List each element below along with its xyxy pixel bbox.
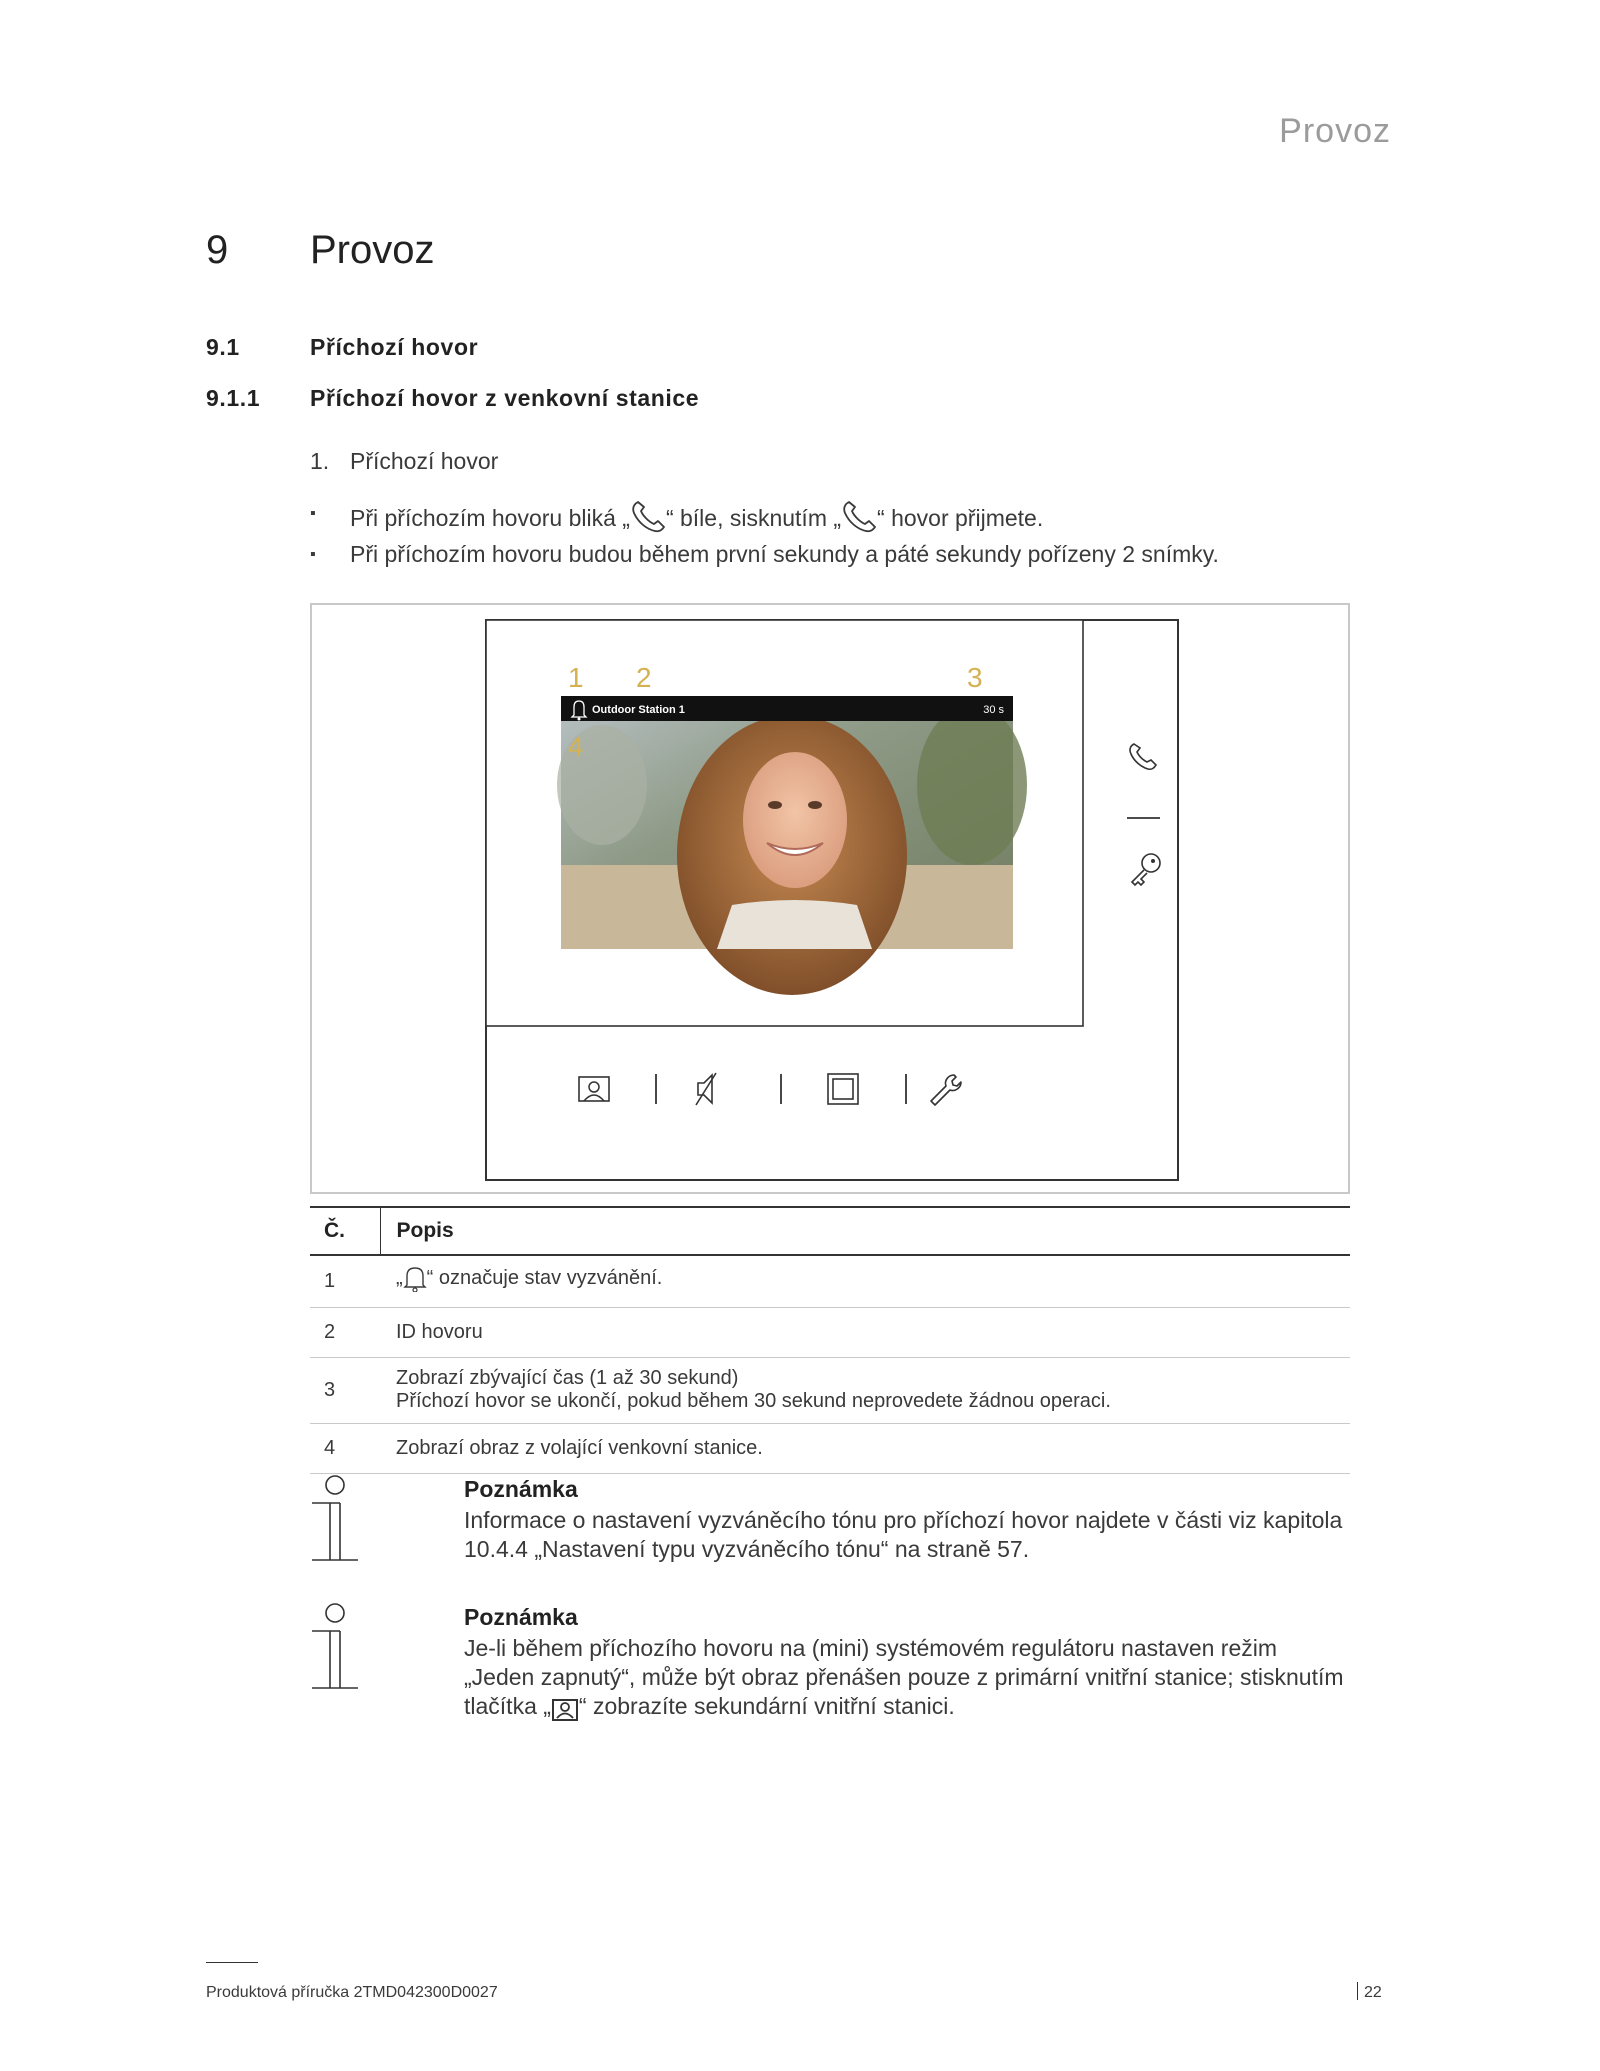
footer-document-id: Produktová příručka 2TMD042300D0027 — [206, 1984, 498, 2001]
note-text — [464, 1634, 1344, 1729]
subsection-number: 9.1.1 — [206, 385, 261, 411]
bell-icon — [403, 1264, 427, 1298]
step-number: 1. — [310, 448, 330, 474]
row-line-2: Příchozí hovor se ukončí, pokud během 30 sekund neprovedete žádnou operaci. — [396, 1390, 1111, 1412]
screen-timer: 30 s — [983, 704, 1004, 716]
subsection-title: Příchozí hovor z venkovní stanice — [310, 385, 700, 411]
chapter-number: 9 — [206, 228, 229, 272]
bullet-1 — [350, 500, 1043, 540]
row-line-1: Zobrazí zbývající čas (1 až 30 sekund) — [396, 1367, 739, 1389]
callout-4: 4 — [568, 731, 584, 762]
callout-2: 2 — [636, 662, 652, 693]
description-table — [310, 1206, 1350, 1474]
bullet-1-part3: “ hovor přijmete. — [877, 505, 1044, 531]
row-lead: „ — [396, 1267, 403, 1290]
page-number: 22 — [1364, 1984, 1382, 2001]
chapter-title: Provoz — [310, 228, 435, 272]
user-icon — [551, 1698, 579, 1729]
bullet-1-part2: “ bíle, sisknutím „ — [665, 505, 842, 531]
row-number: 1 — [310, 1255, 380, 1307]
row-text: “ označuje stav vyzvánění. — [426, 1267, 663, 1290]
callout-1: 1 — [568, 662, 584, 693]
bullet-2: Při příchozím hovoru budou během první sekundy a páté sekundy pořízeny 2 snímky. — [350, 541, 1219, 567]
info-icon — [310, 1603, 360, 1698]
bullet-marker: ▪ — [310, 546, 316, 563]
table-header-row — [310, 1207, 1350, 1255]
note-text-b: “ zobrazíte sekundární vnitřní stanici. — [578, 1693, 955, 1719]
table-header-no: Č. — [310, 1207, 380, 1255]
running-header: Provoz — [1279, 112, 1391, 150]
row-description — [380, 1357, 1350, 1423]
note-text-a: Je-li během příchozího hovoru na (mini) systémovém regulátoru nastaven režim „Jeden zapnutý“, může být obraz přenášen pouze z primární vnitřní stanice; stisknutím tlačítka „ — [464, 1635, 1344, 1719]
note-text: Informace o nastavení vyzváněcího tónu pro příchozí hovor najdete v části viz kapitola 10.4.4 „Nastavení typu vyzváněcího tónu“ na straně 57. — [464, 1507, 1343, 1562]
row-number: 3 — [310, 1357, 380, 1423]
phone-icon — [630, 500, 666, 540]
section-title: Příchozí hovor — [310, 334, 479, 360]
phone-icon — [841, 500, 877, 540]
screen-title: Outdoor Station 1 — [592, 704, 685, 716]
device-drawing — [312, 605, 1348, 1192]
footer-page — [1357, 1982, 1382, 2002]
table-row — [310, 1307, 1350, 1357]
bullet-marker: ▪ — [310, 505, 316, 522]
row-description: ID hovoru — [380, 1307, 1350, 1357]
row-description: Zobrazí obraz z volající venkovní stanice. — [380, 1423, 1350, 1473]
note-title: Poznámka — [464, 1476, 578, 1502]
note-title: Poznámka — [464, 1604, 578, 1630]
table-row — [310, 1255, 1350, 1307]
table-row — [310, 1357, 1350, 1423]
table-row — [310, 1423, 1350, 1473]
device-figure — [310, 603, 1350, 1194]
callout-3: 3 — [967, 662, 983, 693]
row-number: 2 — [310, 1307, 380, 1357]
step-text: Příchozí hovor — [350, 448, 499, 474]
row-number: 4 — [310, 1423, 380, 1473]
footer-rule — [206, 1962, 258, 1963]
table-header-desc: Popis — [380, 1207, 1350, 1255]
bullet-1-part1: Při příchozím hovoru bliká „ — [350, 505, 630, 531]
info-icon — [310, 1475, 360, 1570]
row-description — [380, 1255, 1350, 1307]
section-number: 9.1 — [206, 334, 240, 360]
